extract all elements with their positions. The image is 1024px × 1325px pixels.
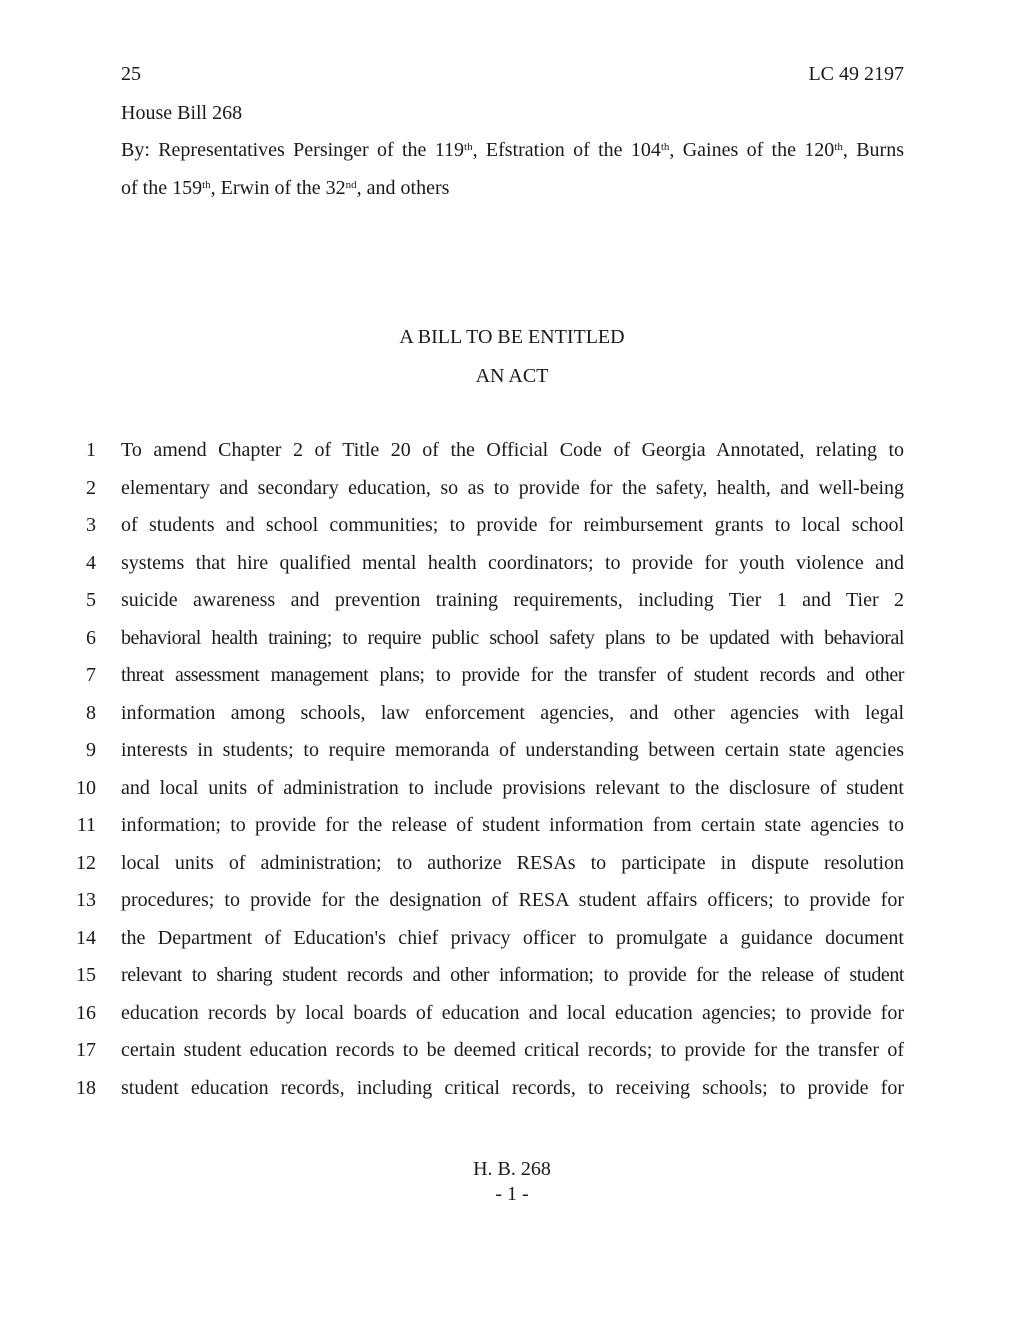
body-line <box>0 701 1024 739</box>
line-text: systems that hire qualified mental health coordinators; to provide for youth violence and <box>121 551 904 574</box>
line-text: information; to provide for the release of student information from certain state agencies to <box>121 814 904 836</box>
sponsors-text: By: Representatives Persinger of the 119 <box>121 139 465 161</box>
ordinal-suffix: th <box>464 141 473 153</box>
footer-page-number: - 1 - <box>495 1183 529 1205</box>
body-line <box>0 926 1024 964</box>
line-number: 15 <box>76 964 96 986</box>
ordinal-suffix: nd <box>345 179 357 191</box>
body-line <box>0 438 1024 476</box>
line-text: suicide awareness and prevention training requirements, including Tier 1 and Tier 2 <box>121 589 904 611</box>
body-line <box>0 513 1024 551</box>
sponsors-text: of the 159 <box>121 177 203 199</box>
line-text: threat assessment management plans; to provide for the transfer of student records and other <box>121 664 904 686</box>
line-number: 8 <box>86 701 96 724</box>
line-text: interests in students; to require memoranda of understanding between certain state agencies <box>121 739 904 761</box>
line-number: 16 <box>76 1001 96 1024</box>
body-line <box>0 813 1024 851</box>
line-number: 18 <box>76 1076 96 1099</box>
body-line <box>0 776 1024 814</box>
body-line <box>0 1001 1024 1039</box>
body-line <box>0 851 1024 889</box>
line-number: 1 <box>86 439 96 461</box>
sponsors-text: , and others <box>356 177 450 199</box>
ordinal-suffix: th <box>834 141 843 153</box>
body-line <box>0 888 1024 926</box>
session-number: 25 <box>121 63 141 85</box>
line-text: information among schools, law enforcement agencies, and other agencies with legal <box>121 701 904 724</box>
body-line <box>0 963 1024 1001</box>
line-number: 3 <box>86 514 96 536</box>
ordinal-suffix: th <box>202 179 211 191</box>
line-number: 14 <box>76 926 96 949</box>
line-number: 9 <box>86 739 96 761</box>
body-line <box>0 626 1024 664</box>
body-line <box>0 738 1024 776</box>
body-line <box>0 1076 1024 1114</box>
line-number: 12 <box>76 851 96 874</box>
sponsors-text: , Efstration of the 104 <box>472 139 661 161</box>
line-text: and local units of administration to include provisions relevant to the disclosure of student <box>121 776 904 799</box>
sponsors-text: , Burns <box>842 139 904 161</box>
body-line <box>0 663 1024 701</box>
footer-bill-reference: H. B. 268 <box>473 1158 551 1180</box>
bill-heading: A BILL TO BE ENTITLED <box>399 326 625 348</box>
body-line <box>0 476 1024 514</box>
act-heading: AN ACT <box>475 365 549 387</box>
ordinal-suffix: th <box>660 141 670 153</box>
line-text: procedures; to provide for the designation of RESA student affairs officers; to provide for <box>121 889 904 911</box>
line-number: 6 <box>86 626 96 649</box>
line-number: 4 <box>86 551 96 574</box>
sponsors-line-2 <box>121 176 449 200</box>
sponsors-line-1 <box>121 138 904 162</box>
line-text: local units of administration; to authorize RESAs to participate in dispute resolution <box>121 851 904 874</box>
line-text: of students and school communities; to provide for reimbursement grants to local school <box>121 514 904 536</box>
line-text: certain student education records to be deemed critical records; to provide for the transfer of <box>121 1039 904 1061</box>
line-number: 17 <box>76 1039 96 1061</box>
body-line <box>0 588 1024 626</box>
line-text: student education records, including critical records, to receiving schools; to provide for <box>121 1076 904 1099</box>
line-number: 5 <box>86 589 96 611</box>
line-number: 2 <box>86 476 96 499</box>
line-text: behavioral health training; to require public school safety plans to be updated with behavioral <box>121 626 904 649</box>
line-number: 10 <box>76 776 96 799</box>
line-text: relevant to sharing student records and other information; to provide for the release of student <box>121 964 904 986</box>
line-number: 7 <box>86 664 96 686</box>
sponsors-text: , Gaines of the 120 <box>669 139 835 161</box>
line-number: 11 <box>76 814 96 836</box>
body-line <box>0 1038 1024 1076</box>
line-text: the Department of Education's chief privacy officer to promulgate a guidance document <box>121 926 904 949</box>
line-text: To amend Chapter 2 of Title 20 of the Official Code of Georgia Annotated, relating to <box>121 439 904 461</box>
lc-number: LC 49 2197 <box>808 63 904 85</box>
bill-name: House Bill 268 <box>121 102 243 124</box>
sponsors-text: , Erwin of the 32 <box>210 177 346 199</box>
line-text: education records by local boards of education and local education agencies; to provide for <box>121 1001 904 1024</box>
body-line <box>0 551 1024 589</box>
line-text: elementary and secondary education, so as to provide for the safety, health, and well-being <box>121 476 904 499</box>
line-number: 13 <box>76 889 96 911</box>
